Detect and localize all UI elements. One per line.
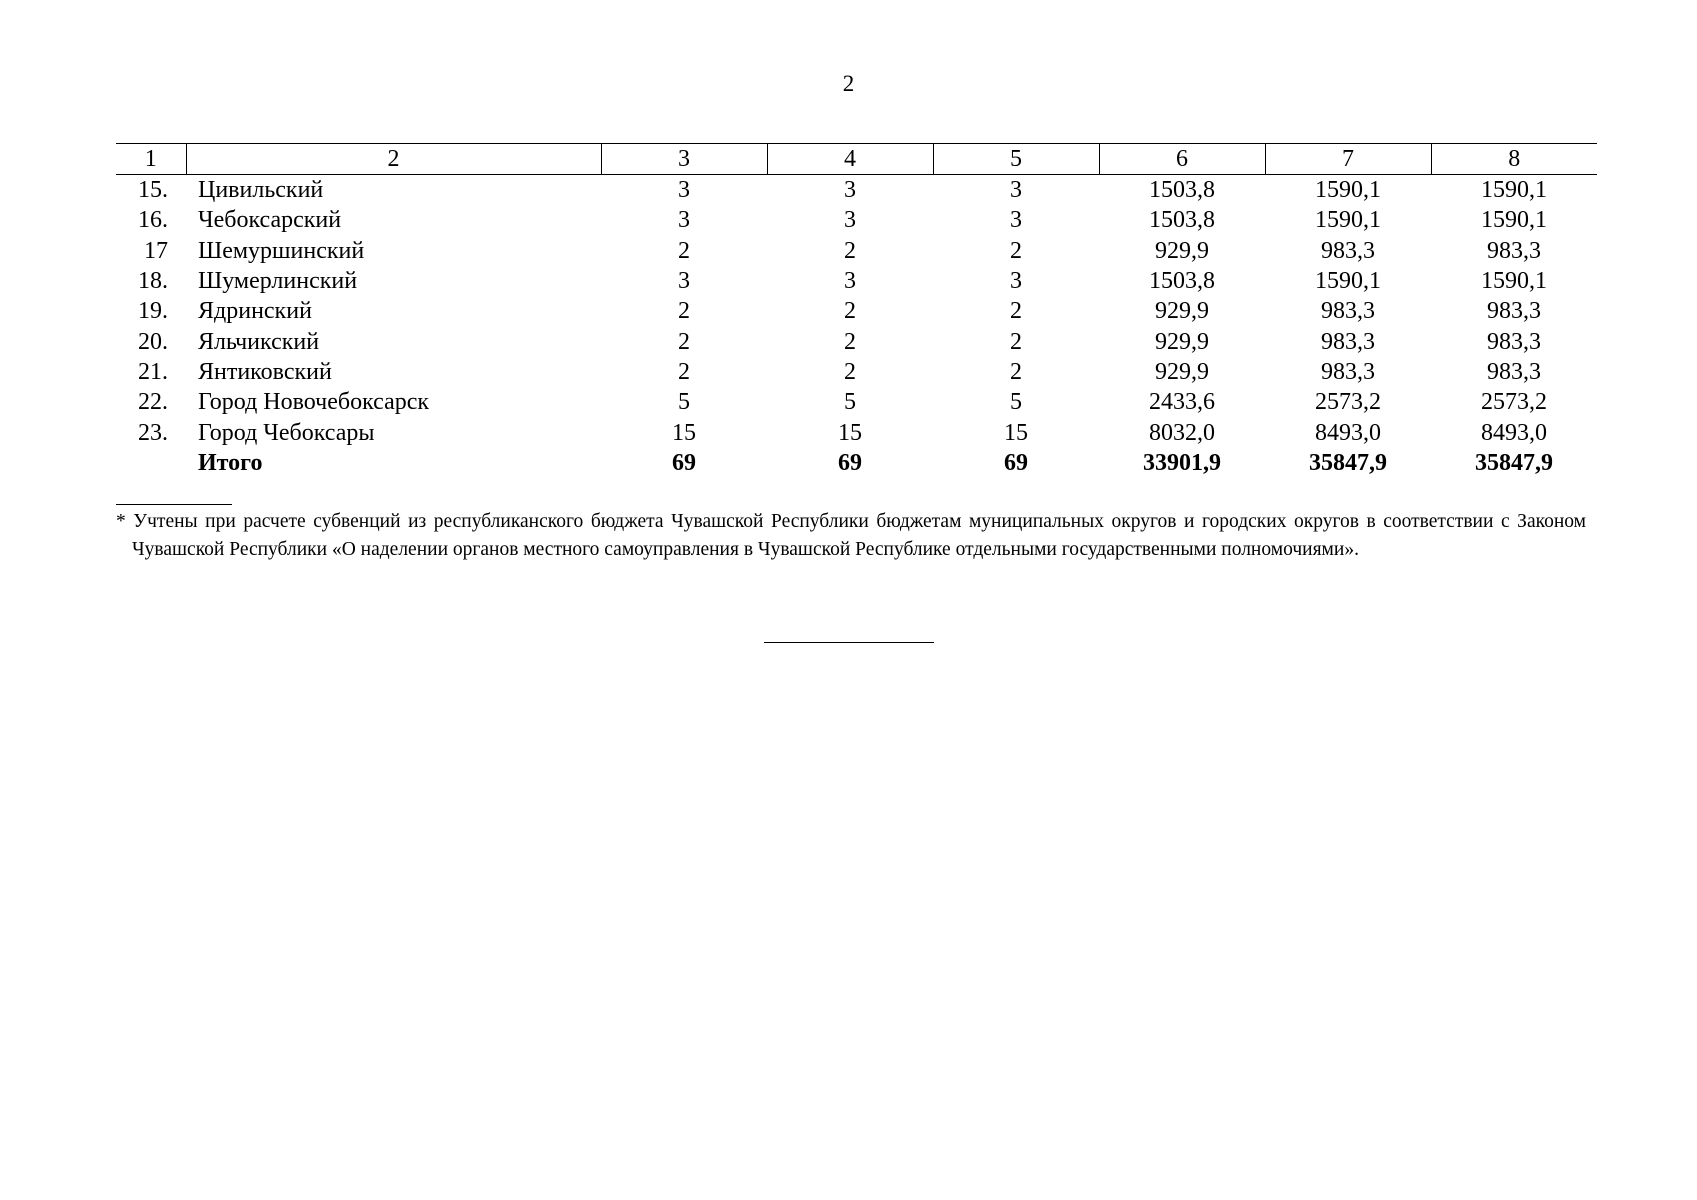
value-cell: 3 [1010, 177, 1022, 204]
value-cell: 15 [1004, 419, 1028, 446]
table-row [116, 266, 1597, 296]
value-cell: 3 [844, 207, 856, 234]
value-cell: 2 [1010, 237, 1022, 264]
value-cell: 929,9 [1155, 237, 1209, 264]
header-cell-col-7: 7 [1265, 144, 1431, 175]
value-cell: 983,3 [1321, 358, 1375, 385]
value-cell: 2 [1010, 358, 1022, 385]
total-value-cell: 69 [672, 449, 696, 476]
value-cell: 8032,0 [1149, 419, 1215, 446]
value-cell: 929,9 [1155, 298, 1209, 325]
value-cell: 8493,0 [1481, 419, 1547, 446]
value-cell: 2 [844, 328, 856, 355]
value-cell: 2433,6 [1149, 389, 1215, 416]
value-cell: 15 [838, 419, 862, 446]
header-cell-col-5: 5 [933, 144, 1099, 175]
header-cell-col-1: 1 [116, 144, 186, 175]
page-number: 2 [842, 71, 855, 96]
district-name-cell: Город Чебоксары [198, 419, 375, 446]
row-number-cell: 18. [138, 268, 168, 295]
value-cell: 2 [844, 358, 856, 385]
table-row [116, 357, 1597, 387]
district-name-cell: Чебоксарский [198, 207, 342, 234]
header-cell-col-6: 6 [1099, 144, 1265, 175]
value-cell: 2 [678, 328, 690, 355]
district-name-cell: Цивильский [198, 177, 324, 204]
value-cell: 5 [1010, 389, 1022, 416]
value-cell: 15 [672, 419, 696, 446]
row-number-cell: 21. [138, 358, 168, 385]
value-cell: 2 [678, 298, 690, 325]
row-number-cell: 20. [138, 328, 168, 355]
total-row [116, 448, 1597, 478]
total-value-cell: 69 [1004, 449, 1028, 476]
value-cell: 3 [678, 207, 690, 234]
value-cell: 983,3 [1487, 328, 1541, 355]
district-name-cell: Яльчикский [198, 328, 320, 355]
district-name-cell: Город Новочебоксарск [198, 389, 430, 416]
value-cell: 2 [678, 358, 690, 385]
value-cell: 983,3 [1321, 298, 1375, 325]
district-name-cell: Ядринский [198, 298, 312, 325]
value-cell: 983,3 [1321, 237, 1375, 264]
total-value-cell: 33901,9 [1143, 449, 1221, 476]
table-row [116, 387, 1597, 417]
district-name-cell: Шумерлинский [198, 268, 358, 295]
value-cell: 983,3 [1487, 358, 1541, 385]
row-number-cell: 16. [138, 207, 168, 234]
value-cell: 1590,1 [1481, 207, 1547, 234]
table-row [116, 296, 1597, 326]
value-cell: 3 [678, 268, 690, 295]
row-number-cell: 23. [138, 419, 168, 446]
table-row [116, 326, 1597, 356]
value-cell: 1590,1 [1315, 207, 1381, 234]
footnote-separator [116, 504, 232, 505]
total-label: Итого [198, 449, 263, 476]
data-table [116, 143, 1597, 478]
value-cell: 1503,8 [1149, 207, 1215, 234]
total-value-cell: 69 [838, 449, 862, 476]
header-row [116, 144, 1597, 175]
row-number-cell: 15. [138, 177, 168, 204]
footnote-text: * Учтены при расчете субвенций из республиканского бюджета Чувашской Республики бюджетам муниципальных округов и городских округов в соответствии с Законом Чувашской Республики «О наделении органов местного самоуправления в Чувашской Республике отдельными государственными полномочиями». [116, 511, 1586, 560]
value-cell: 3 [1010, 207, 1022, 234]
value-cell: 3 [844, 177, 856, 204]
value-cell: 1503,8 [1149, 268, 1215, 295]
header-cell-col-3: 3 [601, 144, 767, 175]
end-of-document-rule [764, 642, 934, 643]
header-cell-col-8: 8 [1431, 144, 1597, 175]
value-cell: 1590,1 [1315, 268, 1381, 295]
row-number-cell: 17 [144, 237, 168, 264]
value-cell: 2 [1010, 328, 1022, 355]
row-number-cell: 22. [138, 389, 168, 416]
header-cell-col-2: 2 [186, 144, 601, 175]
value-cell: 2 [1010, 298, 1022, 325]
row-number-cell: 19. [138, 298, 168, 325]
table-row [116, 205, 1597, 235]
total-value-cell: 35847,9 [1475, 449, 1553, 476]
district-name-cell: Янтиковский [198, 358, 332, 385]
value-cell: 983,3 [1487, 298, 1541, 325]
value-cell: 929,9 [1155, 328, 1209, 355]
value-cell: 1590,1 [1481, 268, 1547, 295]
value-cell: 5 [678, 389, 690, 416]
value-cell: 2 [844, 237, 856, 264]
value-cell: 2573,2 [1481, 389, 1547, 416]
value-cell: 2 [844, 298, 856, 325]
header-cell-col-4: 4 [767, 144, 933, 175]
value-cell: 983,3 [1487, 237, 1541, 264]
value-cell: 8493,0 [1315, 419, 1381, 446]
total-value-cell: 35847,9 [1309, 449, 1387, 476]
total-number-cell [116, 448, 186, 478]
table-row [116, 175, 1597, 206]
value-cell: 5 [844, 389, 856, 416]
table-row [116, 236, 1597, 266]
table-row [116, 417, 1597, 447]
value-cell: 929,9 [1155, 358, 1209, 385]
value-cell: 1590,1 [1315, 177, 1381, 204]
value-cell: 1503,8 [1149, 177, 1215, 204]
value-cell: 3 [678, 177, 690, 204]
value-cell: 983,3 [1321, 328, 1375, 355]
district-name-cell: Шемуршинский [198, 237, 365, 264]
value-cell: 2573,2 [1315, 389, 1381, 416]
value-cell: 2 [678, 237, 690, 264]
value-cell: 3 [844, 268, 856, 295]
value-cell: 3 [1010, 268, 1022, 295]
value-cell: 1590,1 [1481, 177, 1547, 204]
